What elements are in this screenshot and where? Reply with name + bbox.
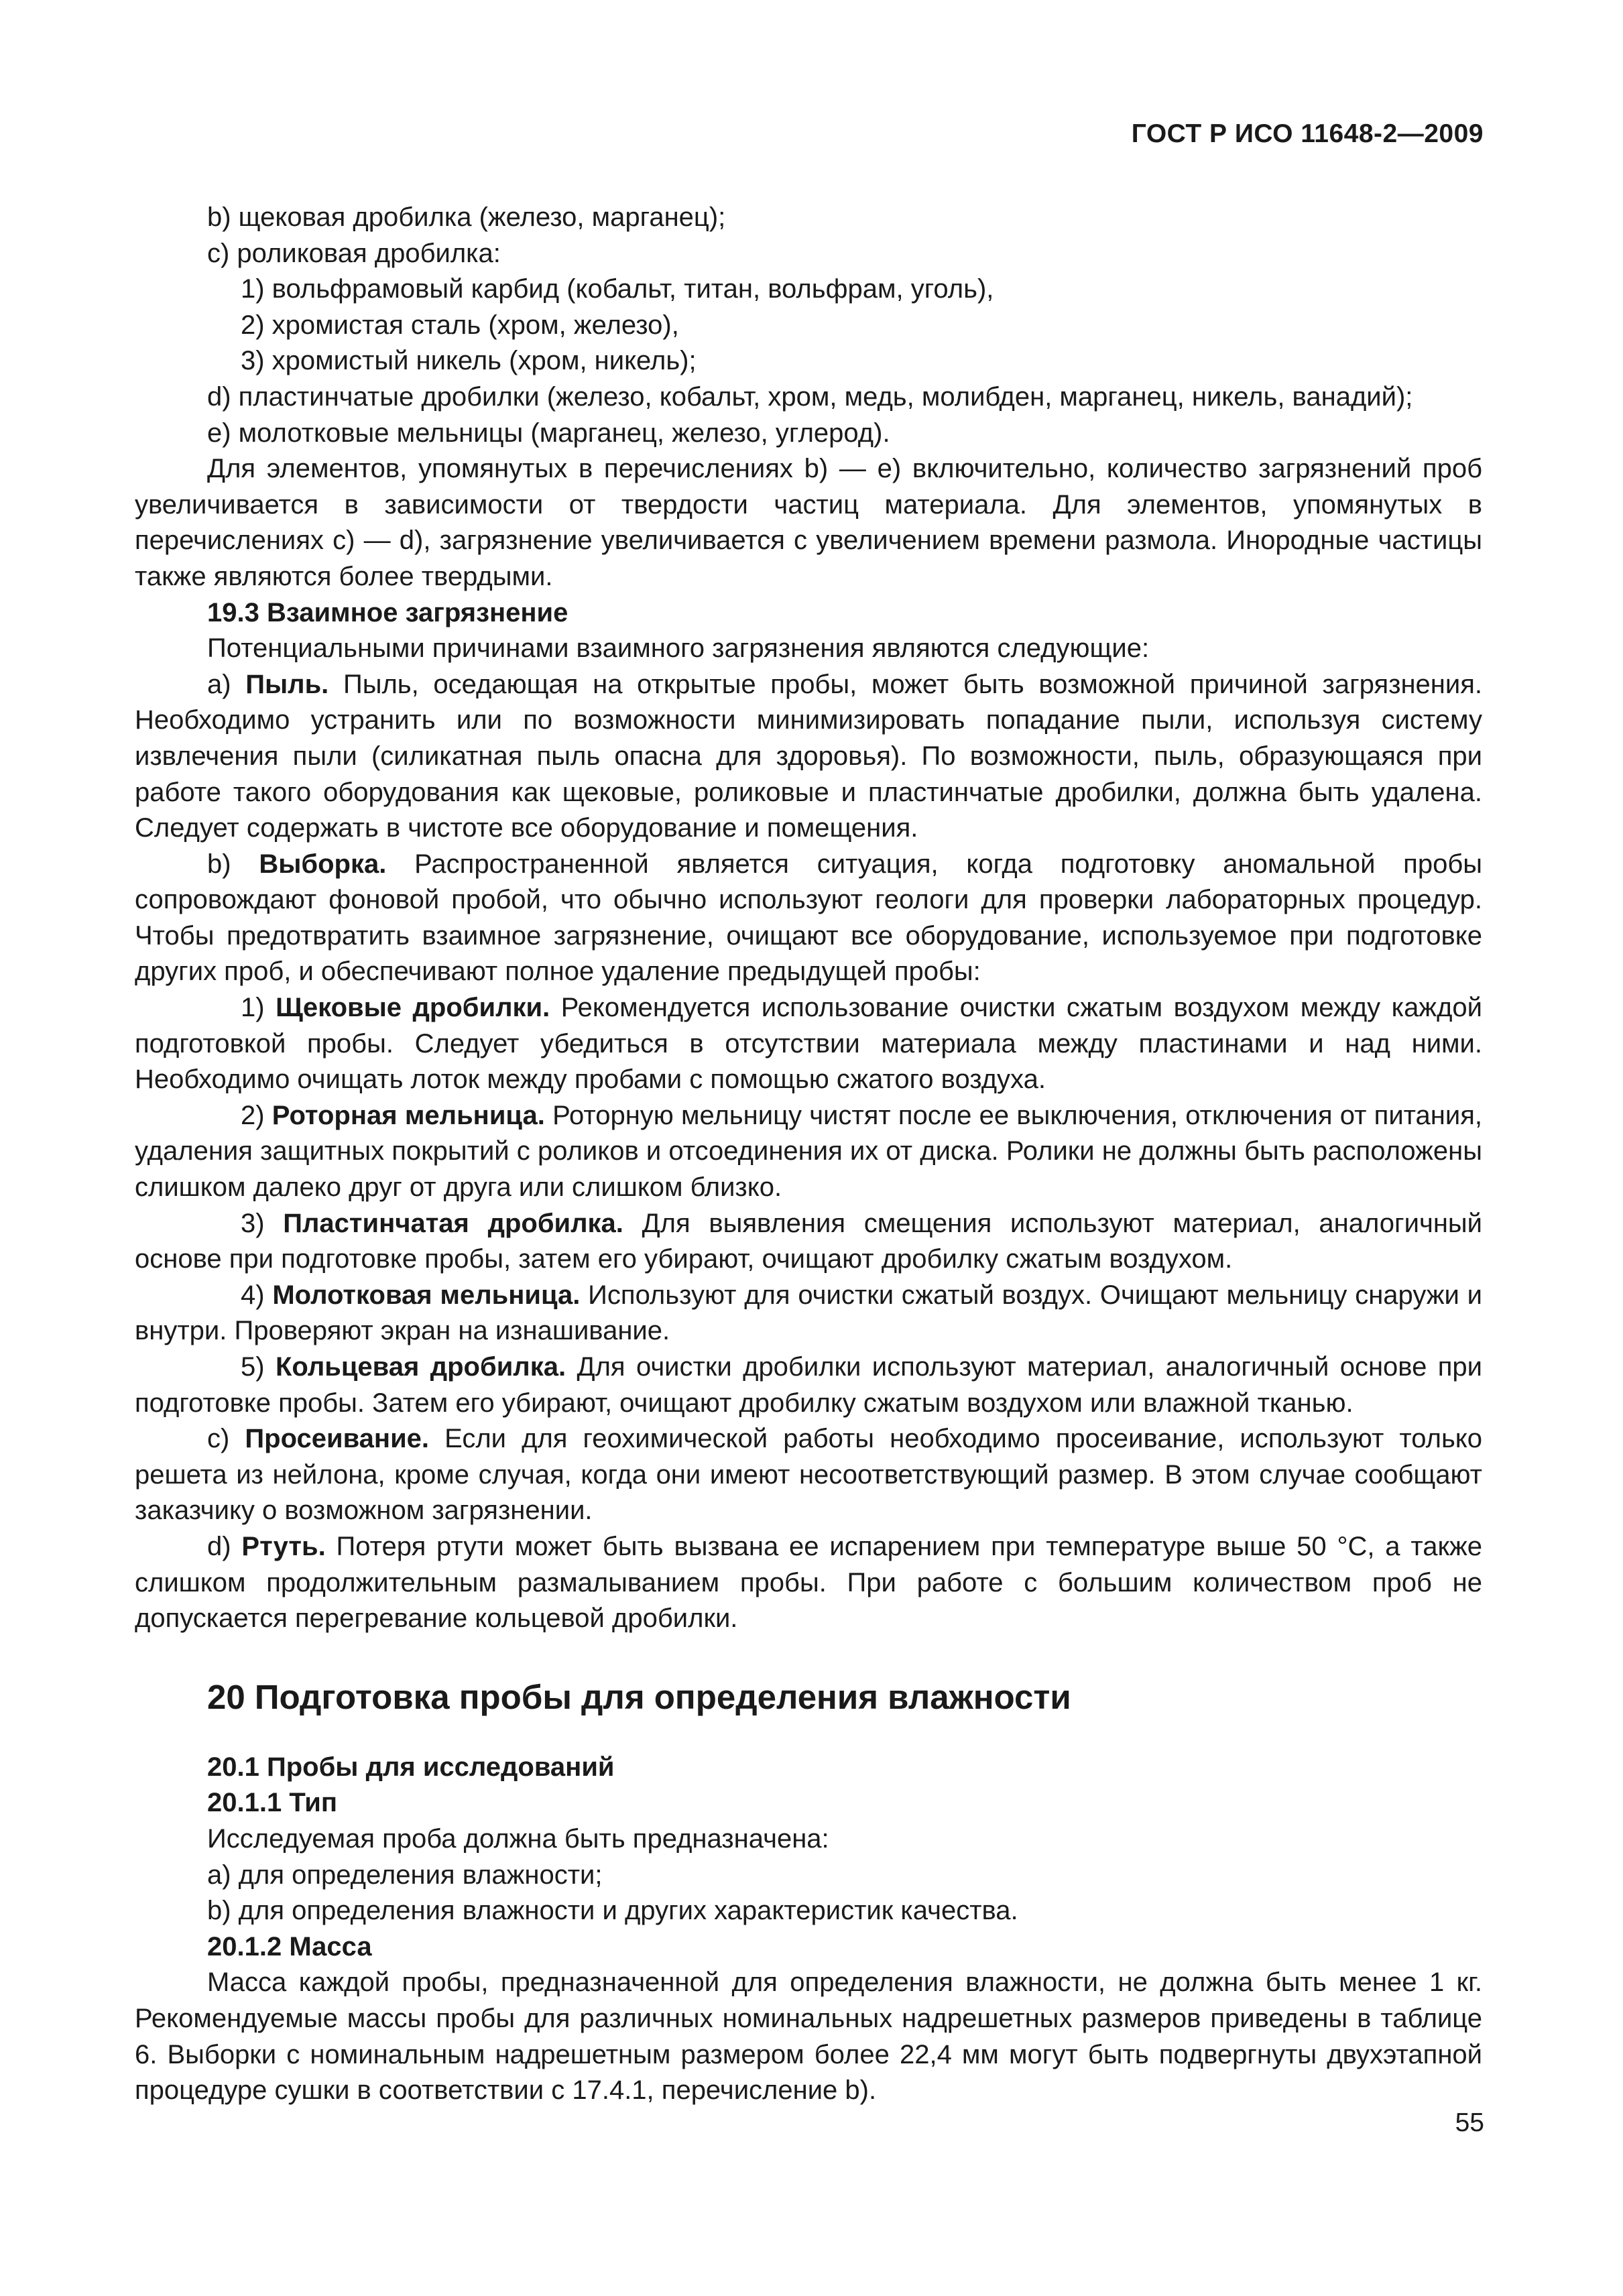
section-20-1-1-title: 20.1.1 Тип — [207, 1788, 337, 1818]
item-sieving: c) Просеивание. Если для геохимической работы необходимо просеивание, используют только решета из нейлона, кроме случая, когда они имеют несоответствующий размер. В этом случае сообщают заказчику о возможном загрязнении. — [135, 1424, 1483, 1526]
page-number: 55 — [1455, 2108, 1484, 2137]
list-item-c: c) роликовая дробилка: — [207, 238, 501, 268]
item-ring-crusher: 5) Кольцевая дробилка. Для очистки дробилки используют материал, аналогичный основе при подготовке пробы. Затем его убирают, очищают дробилку сжатым воздухом или влажной тканью. — [135, 1352, 1483, 1418]
section-19-3-intro: Потенциальными причинами взаимного загрязнения являются следующие: — [207, 633, 1150, 664]
type-item-b: b) для определения влажности и других характеристик качества. — [207, 1896, 1018, 1926]
term-sieving: Просеивание. — [245, 1424, 430, 1454]
term-plate-crusher: Пластинчатая дробилка. — [283, 1208, 623, 1238]
document-header: ГОСТ Р ИСО 11648-2—2009 — [1131, 119, 1484, 148]
item-jaw-crushers: 1) Щековые дробилки. Рекомендуется использование очистки сжатым воздухом между каждой подготовкой пробы. Следует убедиться в отсутствии материала между пластинами и над ними. Необходимо очищать лоток между пробами с помощью сжатого воздуха. — [135, 993, 1482, 1095]
item-plate-crusher: 3) Пластинчатая дробилка. Для выявления смещения используют материал, аналогичный основе при подготовке пробы, затем его убирают, очищают дробилку сжатым воздухом. — [135, 1208, 1482, 1274]
type-item-a: a) для определения влажности; — [207, 1860, 603, 1890]
list-item-d: d) пластинчатые дробилки (железо, кобальт, хром, медь, молибден, марганец, никель, ванадий); — [207, 381, 1413, 412]
section-19-3-title: 19.3 Взаимное загрязнение — [207, 597, 568, 627]
list-item-c2: 2) хромистая сталь (хром, железо), — [241, 310, 679, 340]
list-item-b: b) щековая дробилка (железо, марганец); — [207, 202, 726, 232]
item-hammer-mill: 4) Молотковая мельница. Используют для очистки сжатый воздух. Очищают мельницу снаружи и внутри. Проверяют экран на изнашивание. — [135, 1280, 1482, 1346]
term-jaw-crushers: Щековые дробилки. — [276, 993, 550, 1023]
term-dust: Пыль. — [245, 669, 329, 699]
list-item-c3: 3) хромистый никель (хром, никель); — [241, 346, 697, 376]
section-20-1-title: 20.1 Пробы для исследований — [207, 1752, 615, 1782]
item-sampling: b) Выборка. Распространенной является ситуация, когда подготовку аномальной пробы сопровождают фоновой пробой, что обычно используют геологи для проверки лабораторных процедур. Чтобы предотвратить взаимное загрязнение, очищают все оборудование, используемое при подготовке других проб, и обеспечивают полное удаление предыдущей пробы: — [135, 849, 1482, 987]
item-mercury: d) Ртуть. Потеря ртути может быть вызвана ее испарением при температуре выше 50 °C, а также слишком продолжительным размалыванием пробы. При работе с большим количеством проб не допускается перегревание кольцевой дробилки. — [135, 1531, 1482, 1634]
section-20-1-2-title: 20.1.2 Масса — [207, 1931, 372, 1961]
term-rotor-mill: Роторная мельница. — [272, 1100, 545, 1130]
term-hammer-mill: Молотковая мельница. — [272, 1280, 581, 1310]
term-sampling: Выборка. — [259, 849, 387, 879]
list-item-c1: 1) вольфрамовый карбид (кобальт, титан, вольфрам, уголь), — [241, 274, 994, 304]
item-dust: a) Пыль. Пыль, оседающая на открытые пробы, может быть возможной причиной загрязнения. Необходимо устранить или по возможности минимизировать попадание пыли, используя систему извлечения пыли (силикатная пыль опасна для здоровья). По возможности, пыль, образующаяся при работе такого оборудования как щековые, роликовые и пластинчатые дробилки, должна быть удалена. Следует содержать в чистоте все оборудование и помещения. — [135, 669, 1482, 843]
type-intro: Исследуемая проба должна быть предназначена: — [207, 1823, 829, 1854]
term-mercury: Ртуть. — [241, 1531, 326, 1561]
document-body — [135, 200, 1482, 2109]
paragraph-contamination: Для элементов, упомянутых в перечислениях b) — е) включительно, количество загрязнений проб увеличивается в зависимости от твердости частиц материала. Для элементов, упомянутых в перечислениях с) — d), загрязнение увеличивается с увеличением времени размола. Инородные частицы также являются более твердыми. — [135, 454, 1482, 591]
section-20-title: 20 Подготовка пробы для определения влажности — [207, 1677, 1071, 1716]
term-ring-crusher: Кольцевая дробилка. — [275, 1352, 566, 1382]
list-item-e: e) молотковые мельницы (марганец, железо, углерод). — [207, 418, 890, 448]
mass-paragraph: Масса каждой пробы, предназначенной для определения влажности, не должна быть менее 1 кг. Рекомендуемые массы пробы для различных номинальных надрешетных размеров приведены в таблице 6. Выборки с номинальным надрешетным размером более 22,4 мм могут быть подвергнуты двухэтапной процедуре сушки в соответствии с 17.4.1, перечисление b). — [135, 1968, 1482, 2106]
item-rotor-mill: 2) Роторная мельница. Роторную мельницу чистят после ее выключения, отключения от питания, удаления защитных покрытий с роликов и отсоединения их от диска. Ролики не должны быть расположены слишком далеко друг от друга или слишком близко. — [135, 1100, 1482, 1203]
